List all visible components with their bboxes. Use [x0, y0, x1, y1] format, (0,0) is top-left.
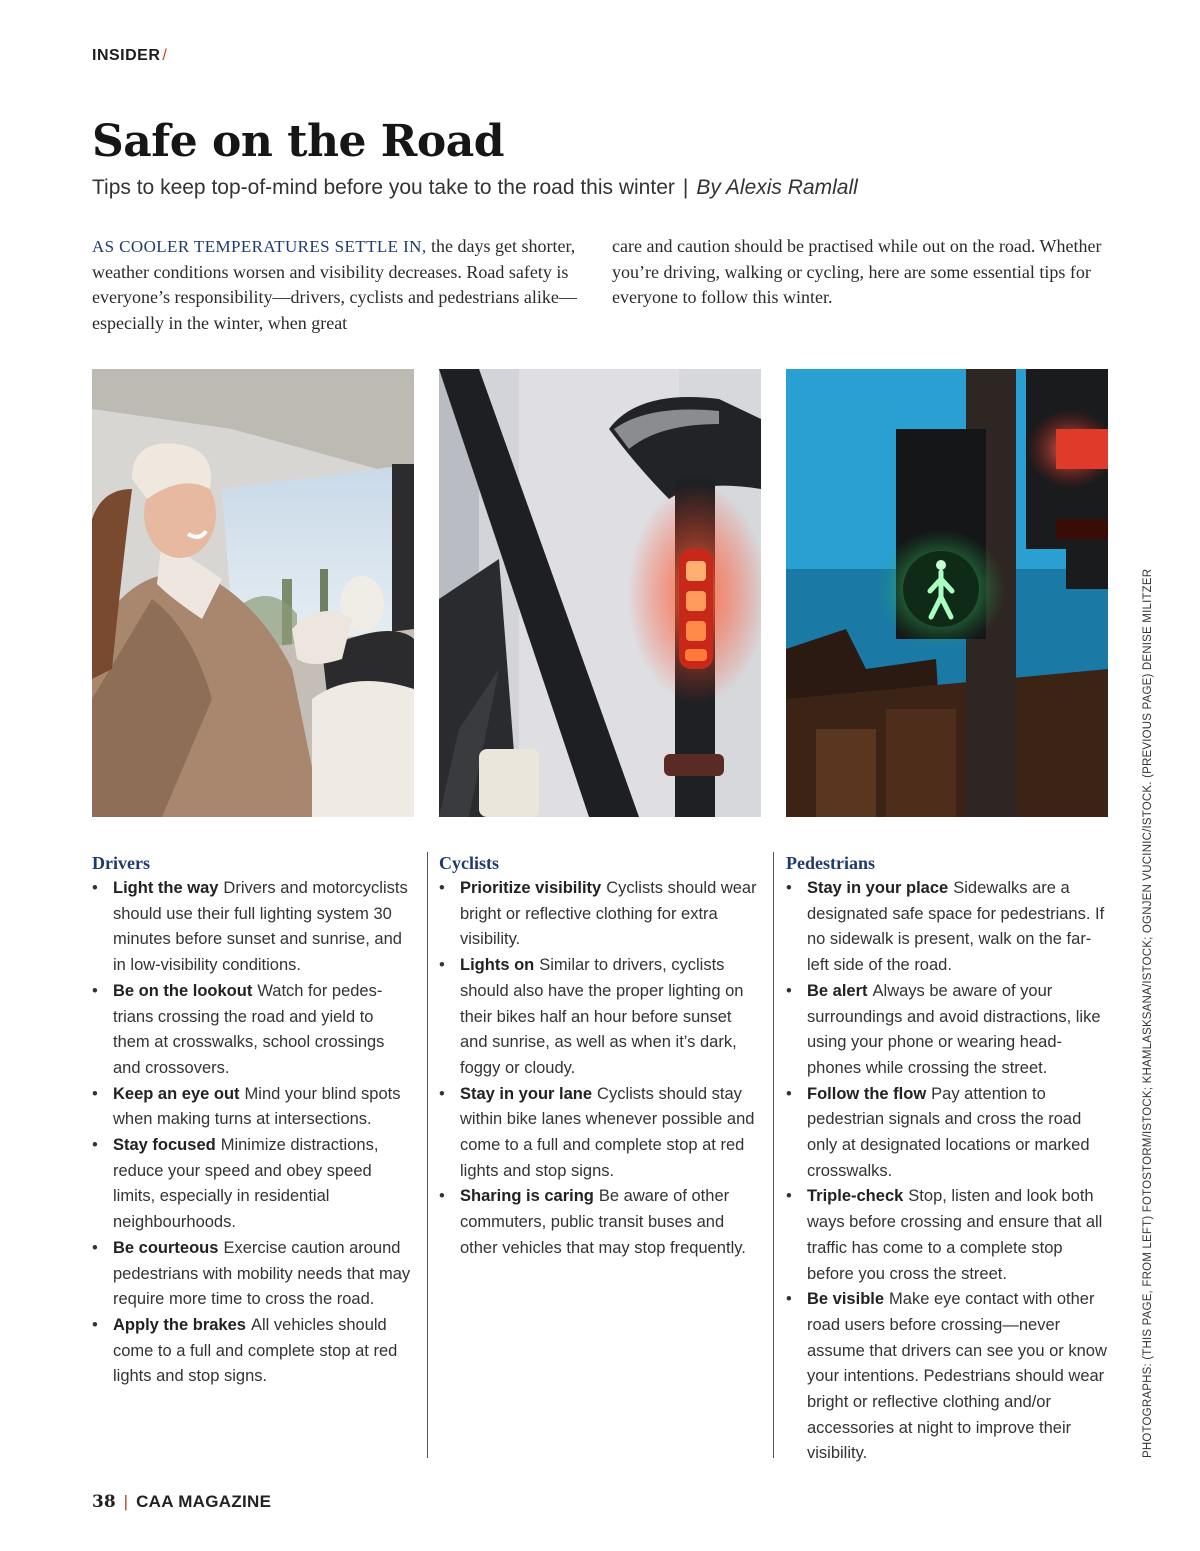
subtitle-text: Tips to keep top-of-mind before you take to the road this winter: [92, 176, 675, 199]
footer-divider: |: [123, 1492, 129, 1511]
photo-credit: PHOTOGRAPHS: (THIS PAGE, FROM LEFT) FOTOSTORM/ISTOCK; KHAMLASKSANA/ISTOCK; OGNJEN VUCINIC/ISTOCK. (PREVIOUS PAGE) DENISE MILITZER: [1142, 568, 1154, 1458]
tip-text: Pay attention to pedestrian signals and cross the road only at designated locations or marked crosswalks.: [807, 1084, 1090, 1180]
page-footer: [92, 1492, 271, 1512]
tip-title: Be courteous: [113, 1238, 219, 1257]
article-subtitle: [92, 176, 858, 200]
tip-title: Lights on: [460, 956, 535, 975]
intro-column-right: care and caution should be practised while out on the road. Whether you’re driving, walking or cycling, here are some essential tips for everyone to follow this winter.: [612, 236, 1102, 308]
photo-driver: [92, 369, 414, 817]
tip-text: Watch for pedes-trians crossing the road and yield to them at crosswalks, school crossings and crossovers.: [113, 981, 385, 1077]
tip-text: Always be aware of your surroundings and avoid distractions, like using your phone or wearing head-phones while crossing the street.: [807, 981, 1101, 1077]
tip-text: Cyclists should wear bright or reflective clothing for extra visibility.: [460, 879, 757, 949]
driver-illustration: [92, 369, 414, 817]
list-item: [92, 1313, 414, 1390]
tip-title: Light the way: [113, 879, 219, 897]
column-heading-cyclists: Cyclists: [439, 853, 499, 873]
tip-title: Be alert: [807, 981, 868, 1000]
tips-list-pedestrians: [786, 876, 1108, 1467]
column-cyclists: [439, 850, 761, 1262]
intro-text-part1: the days get shorter, weather conditions worsen and visibility decreases. Road safety is everyone’s responsibility—drivers, cyclists and pedestrians alike—especially in the winter, when great: [92, 236, 577, 334]
list-item: [92, 979, 414, 1082]
tip-text: Exercise caution around pedestrians with mobility needs that may require more time to cross the road.: [113, 1238, 411, 1309]
tip-title: Be visible: [807, 1290, 885, 1309]
column-heading-pedestrians: Pedestrians: [786, 853, 875, 873]
list-item: [439, 876, 761, 953]
column-drivers: [92, 850, 414, 1390]
column-divider-2: [773, 852, 774, 1458]
page-number: 38: [92, 1492, 116, 1512]
tip-title: Stay focused: [113, 1136, 216, 1155]
list-item: [439, 953, 761, 1082]
tip-text: Mind your blind spots when making turns at intersections.: [113, 1084, 401, 1129]
tip-title: Keep an eye out: [113, 1084, 240, 1103]
tip-text: Make eye contact with other road users before crossing—never assume that drivers can see you or know your intentions. Pedestrians should wear bright or reflective clothing and/or accessories at night to improve their visibility.: [807, 1290, 1107, 1463]
column-heading-drivers: Drivers: [92, 853, 150, 873]
tip-title: Sharing is caring: [460, 1187, 594, 1206]
tip-text: Sidewalks are a designated safe space for pedestrians. If no sidewalk is present, walk on the far-left side of the road.: [807, 879, 1105, 975]
list-item: [92, 1133, 414, 1236]
tip-title: Apply the brakes: [113, 1315, 246, 1334]
photo-pedestrian-signal: [786, 369, 1108, 817]
tip-text: Drivers and motorcyclists should use their full lighting system 30 minutes before sunset and sunrise, and in low-visibility conditions.: [113, 879, 408, 975]
tip-text: All vehicles should come to a full and complete stop at red lights and stop signs.: [113, 1315, 398, 1386]
list-item: [439, 1082, 761, 1185]
section-slash: /: [162, 47, 168, 64]
tip-text: Stop, listen and look both ways before crossing and ensure that all traffic has come to a complete stop before you cross the street.: [807, 1187, 1103, 1283]
magazine-name: CAA MAGAZINE: [136, 1492, 272, 1511]
tip-text: Cyclists should stay within bike lanes whenever possible and come to a full and complete stop at red lights and stop signs.: [460, 1084, 755, 1180]
list-item: [439, 1184, 761, 1261]
tip-text: Similar to drivers, cyclists should also have the proper lighting on their bikes half an hour before sunset and sunrise, as well as when it’s dark, foggy or cloudy.: [460, 956, 744, 1077]
list-item: [786, 1082, 1108, 1185]
list-item: [786, 979, 1108, 1082]
tip-title: Be on the lookout: [113, 981, 253, 1000]
list-item: [786, 1287, 1108, 1467]
column-divider-1: [427, 852, 428, 1458]
tip-text: Be aware of other commuters, public transit buses and other vehicles that may stop frequently.: [460, 1187, 746, 1257]
tip-title: Prioritize visibility: [460, 879, 602, 897]
section-tag: [92, 47, 167, 65]
tips-list-drivers: [92, 876, 414, 1390]
list-item: [92, 876, 414, 979]
pedestrian-signal-illustration: [786, 369, 1108, 817]
tip-title: Triple-check: [807, 1187, 904, 1206]
section-label: INSIDER: [92, 47, 161, 64]
tips-list-cyclists: [439, 876, 761, 1262]
photo-bike-light: [439, 369, 761, 817]
byline: By Alexis Ramlall: [696, 176, 858, 199]
tip-title: Follow the flow: [807, 1084, 927, 1103]
intro-column-left: [92, 234, 584, 337]
intro-lead: AS COOLER TEMPERATURES SETTLE IN,: [92, 237, 427, 256]
column-pedestrians: [786, 850, 1108, 1467]
list-item: [786, 876, 1108, 979]
list-item: [92, 1082, 414, 1133]
article-title: Safe on the Road: [92, 116, 504, 167]
bike-light-illustration: [439, 369, 761, 817]
tip-text: Minimize distractions, reduce your speed and obey speed limits, especially in residential neighbourhoods.: [113, 1136, 379, 1232]
subtitle-separator: |: [682, 176, 689, 199]
list-item: [92, 1236, 414, 1313]
tip-title: Stay in your place: [807, 879, 949, 897]
tip-title: Stay in your lane: [460, 1084, 593, 1103]
list-item: [786, 1184, 1108, 1287]
